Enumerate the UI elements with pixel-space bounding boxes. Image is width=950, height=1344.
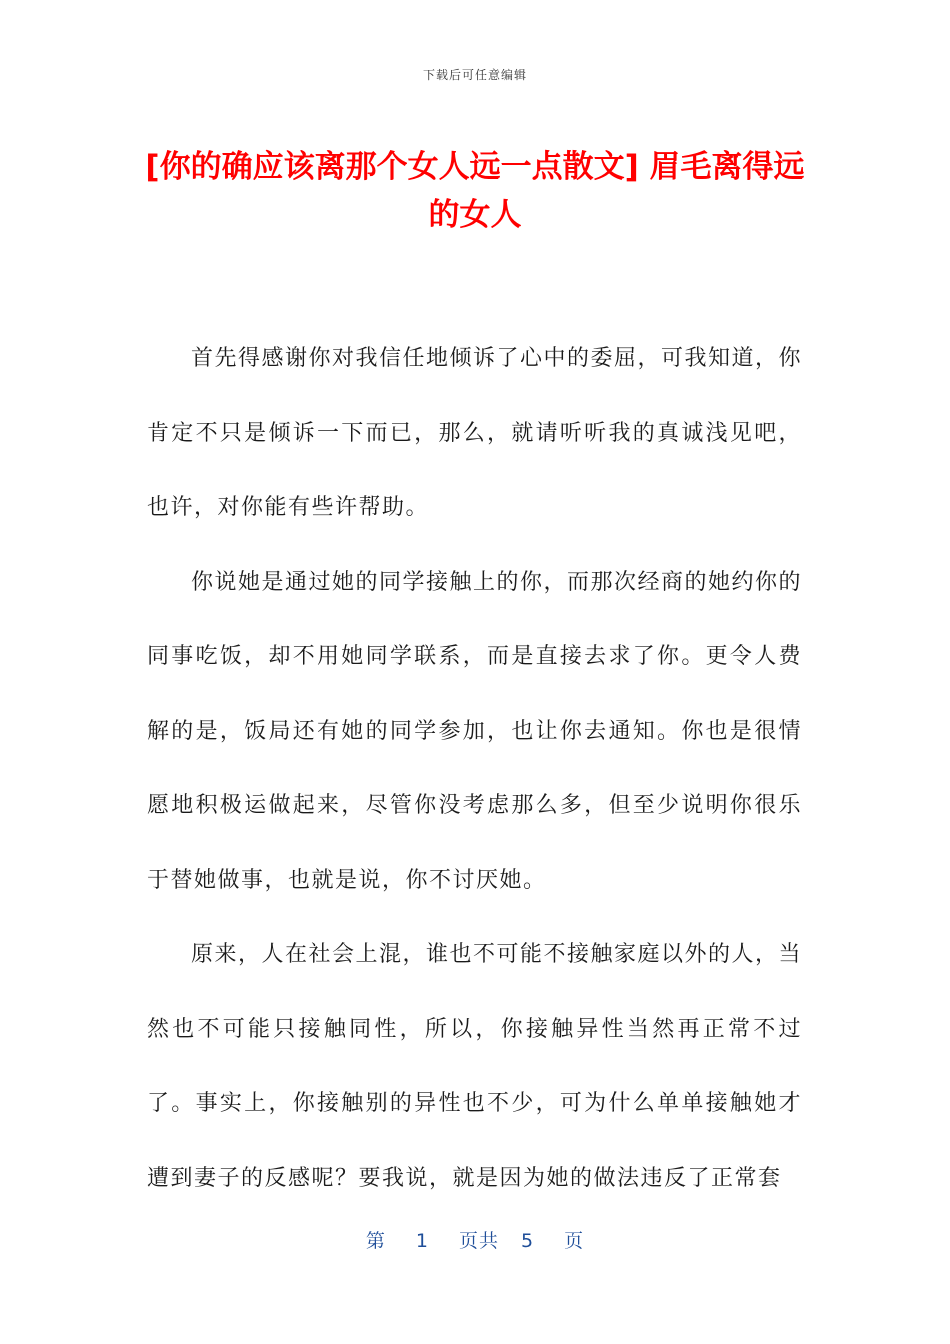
page-number: 1 [415,1230,429,1252]
paragraph: 你说她是通过她的同学接触上的你，而那次经商的她约你的同事吃饭，却不用她同学联系，而是直接去求了你。更令人费解的是，饭局还有她的同学参加，也让你去通知。你也是很情愿地积极运做起来，尽管你没考虑那么多，但至少说明你很乐于替她做事，也就是说，你不讨厌她。 [147,569,803,893]
page-footer [0,1226,950,1253]
page-middle: 页共 [458,1230,499,1252]
total-pages: 5 [521,1230,535,1252]
header-note: 下载后可任意编辑 [422,68,527,82]
page-suffix: 页 [564,1230,585,1252]
paragraph: 原来，人在社会上混，谁也不可能不接触家庭以外的人，当然也不可能只接触同性，所以，你接触异性当然再正常不过了。事实上，你接触别的异性也不少，可为什么单单接触她才遭到妻子的反感呢？要我说，就是因为她的做法违反了正常套 [147,942,803,1191]
paragraph: 首先得感谢你对我信任地倾诉了心中的委屈，可我知道，你肯定不只是倾诉一下而已，那么，就请听听我的真诚浅见吧，也许，对你能有些许帮助。 [147,346,803,520]
document-body [147,322,802,1216]
page-prefix: 第 [365,1230,386,1252]
document-title: [你的确应该离那个女人远一点散文] 眉毛离得远的女人 [145,149,805,233]
